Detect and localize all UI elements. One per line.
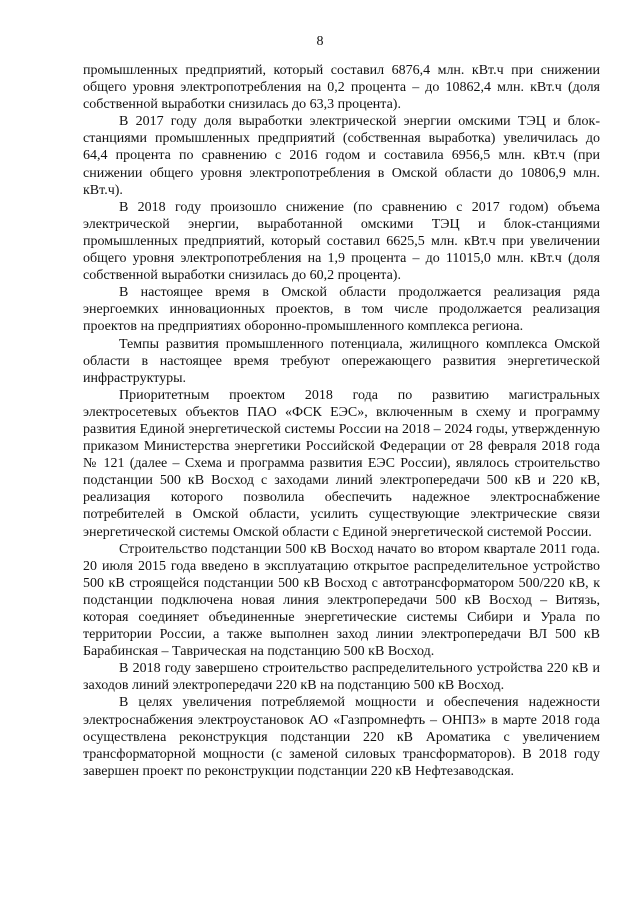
paragraph-priority-project: Приоритетным проектом 2018 года по развитию магистральных электросетевых объектов ПАО «ФСК ЕЭС», включенным в схему и программу развития Единой энергетической системы России на 2018 – 2024 годы, утвержденную приказом Министерства энергетики Российской Федерации от 28 февраля 2018 года № 121 (далее – Схема и программа развития ЕЭС России), являлось строительство подстанции 500 кВ Восход с заходами линий электропередачи 500 кВ и 220 кВ, реализация которого позволила обеспечить надежное электроснабжение потребителей в Омской области, усилить существующие электрические связи энергетической системы Омской области с Единой энергетической системой России. — [83, 387, 600, 540]
paragraph-2017-generation: В 2017 году доля выработки электрической энергии омскими ТЭЦ и блок-станциями промышленных предприятий (собственная выработка) увеличилась до 64,4 процента по сравнению с 2016 годом и составила 6956,5 млн. кВт.ч (при снижении общего уровня электропотребления в Омской области до 10806,9 млн. кВт.ч). — [83, 114, 600, 198]
body-text — [83, 62, 600, 780]
paragraph-2018-generation: В 2018 году произошло снижение (по сравнению с 2017 годом) объема электрической энергии, выработанной омскими ТЭЦ и блок-станциями промышленных предприятий, который составил 6625,5 млн. кВт.ч при увеличении общего уровня электропотребления на 1,9 процента – до 11015,0 млн. кВт.ч (доля собственной выработки снизилась до 60,2 процента). — [83, 199, 600, 284]
paragraph-aromatika-reconstruction: В целях увеличения потребляемой мощности и обеспечения надежности электроснабжения электроустановок АО «Газпромнефть – ОНПЗ» в марте 2018 года осуществлена реконструкция подстанции 220 кВ Ароматика с увеличением трансформаторной мощности (с заменой силовых трансформаторов). В 2018 году завершен проект по реконструкции подстанции 220 кВ Нефтезаводская. — [83, 695, 600, 779]
paragraph-voskhod-construction: Строительство подстанции 500 кВ Восход начато во втором квартале 2011 года. 20 июля 2015 года введено в эксплуатацию открытое распределительное устройство 500 кВ строящейся подстанции 500 кВ Восход с автотрансформатором 500/220 кВ, к подстанции подключена новая линия электропередачи 500 кВ Восход – Витязь, которая соединяет объединенные энергетические системы Сибири и Урала по территории России, а также выполнен заход линии электропередачи ВЛ 500 кВ Барабинская – Таврическая на подстанцию 500 кВ Восход. — [83, 541, 600, 660]
page-number: 8 — [316, 34, 324, 49]
paragraph-2018-switchgear: В 2018 году завершено строительство распределительного устройства 220 кВ и заходов линий электропередачи 220 кВ на подстанцию 500 кВ Восход. — [83, 661, 600, 694]
paragraph-continuation: промышленных предприятий, который составил 6876,4 млн. кВт.ч при снижении общего уровня электропотребления на 0,2 процента – до 10862,4 млн. кВт.ч (доля собственной выработки снизилась до 63,3 процента). — [83, 63, 600, 113]
paragraph-development-pace: Темпы развития промышленного потенциала, жилищного комплекса Омской области в настоящее время требуют опережающего развития энергетической инфраструктуры. — [83, 336, 600, 386]
paragraph-innovation-projects: В настоящее время в Омской области продолжается реализация ряда энергоемких инновационных проектов, в том числе продолжается реализация проектов на предприятиях оборонно-промышленного комплекса региона. — [83, 285, 600, 335]
